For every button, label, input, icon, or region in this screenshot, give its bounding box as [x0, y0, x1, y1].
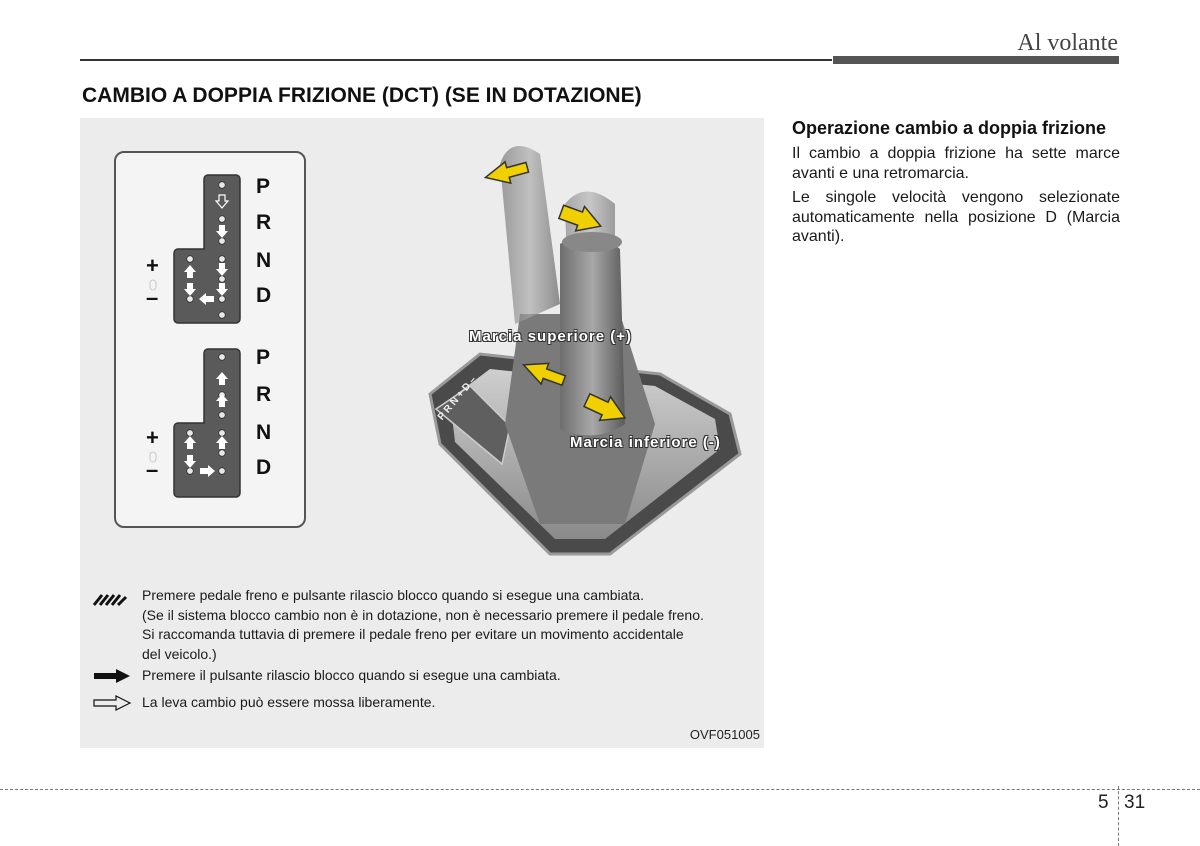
- footer-divider: [1118, 786, 1119, 846]
- figure-panel: [80, 118, 764, 748]
- right-column: [792, 118, 1120, 247]
- solid-arrow-icon: [92, 668, 132, 684]
- callout-upshift: Marcia superiore (+): [469, 328, 632, 345]
- console-letter-p: P: [435, 410, 449, 423]
- legend-item-free: [142, 693, 762, 713]
- console-letter-r: R: [441, 402, 455, 416]
- subsection-title: Operazione cambio a doppia frizione: [792, 118, 1107, 138]
- paragraph-1: Il cambio a doppia frizione ha sette marce avanti e una retromarcia.: [792, 145, 1120, 182]
- header-rule: [80, 59, 832, 61]
- gate-letter-n-upper: N: [256, 249, 272, 272]
- brake-pedal-icon: [92, 591, 130, 609]
- chapter-number: 5: [1098, 792, 1109, 813]
- gate-minus-upper: –: [146, 285, 159, 310]
- paragraph-2: Le singole velocità vengono selezionate automaticamente nella posizione D (Marcia avanti).: [792, 189, 1120, 245]
- legend-release-line: Premere il pulsante rilascio blocco quando si esegue una cambiata.: [142, 667, 561, 683]
- figure-code: OVF051005: [689, 727, 760, 742]
- console-letter-n: N: [448, 395, 462, 408]
- page-number: 31: [1124, 792, 1146, 813]
- shift-gate-diagram: [114, 151, 306, 528]
- legend-free-line: La leva cambio può essere mossa liberamente.: [142, 694, 436, 710]
- gate-letter-r-lower: R: [256, 383, 272, 406]
- header-bar: [833, 56, 1119, 64]
- legend-brake-line-4: del veicolo.): [142, 645, 217, 662]
- header-title: Al volante: [1017, 30, 1118, 56]
- gate-letter-p-lower: P: [256, 346, 271, 369]
- outline-arrow-icon: [92, 694, 132, 712]
- gate-letter-n-lower: N: [256, 421, 272, 444]
- gate-minus-lower: –: [146, 457, 159, 482]
- callout-downshift: Marcia inferiore (-): [570, 434, 721, 451]
- section-title: CAMBIO A DOPPIA FRIZIONE (DCT) (SE IN DOTAZIONE): [82, 84, 642, 107]
- gate-letter-r-upper: R: [256, 211, 272, 234]
- legend-brake-line-3: Si raccomanda tuttavia di premere il pedale freno per evitare un movimento accidentale: [142, 626, 684, 642]
- legend-item-brake: [142, 586, 762, 664]
- gate-plus-lower: +: [146, 425, 159, 450]
- console-letter-minus: –: [466, 374, 479, 386]
- legend-brake-line-2: (Se il sistema blocco cambio non è in dotazione, non è necessario premere il pedale freno.: [142, 606, 704, 623]
- console-letter-d: D: [460, 380, 474, 394]
- gate-letter-d-lower: D: [256, 456, 272, 479]
- legend-brake-line-1: Premere pedale freno e pulsante rilascio blocco quando si esegue una cambiata.: [142, 587, 644, 603]
- gate-plus-upper: +: [146, 253, 159, 278]
- legend-item-release: [142, 666, 762, 686]
- footer-rule: [0, 789, 1200, 790]
- console-letter-plus: +: [454, 388, 467, 401]
- gate-letter-p-upper: P: [256, 175, 271, 198]
- gate-letter-d-upper: D: [256, 284, 272, 307]
- shift-gate-svg: [116, 153, 304, 526]
